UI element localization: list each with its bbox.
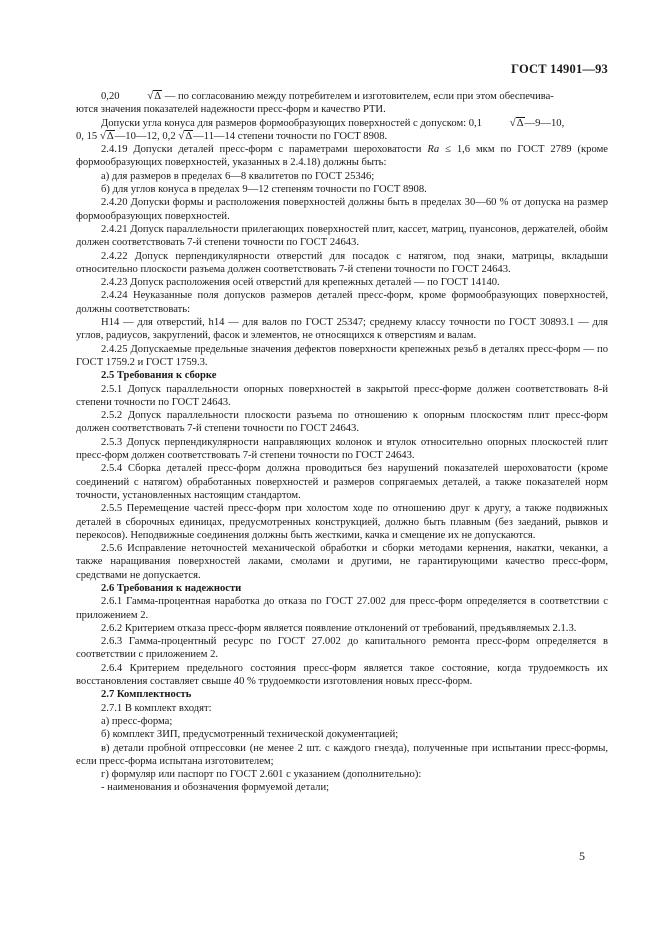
sqrt-delta-symbol: √Δ — [509, 116, 524, 129]
sqrt-delta-symbol: √Δ — [99, 129, 114, 142]
paragraph-cone-angle-continuation: 0, 15 √Δ—10—12, 0,2 √Δ—11—14 степени точности по ГОСТ 8908. — [76, 129, 388, 142]
list-item-dash: - наименования и обозначения формуемой детали; — [101, 782, 330, 794]
list-item-b: б) комплект ЗИП, предусмотренный технической документацией; — [101, 729, 399, 741]
paragraph-2-5-1: 2.5.1 Допуск параллельности опорных поверхностей в закрытой пресс-форме должен соответствовать 8-й степени точности по ГОСТ 24643. — [76, 383, 608, 408]
paragraph-2-5-2: 2.5.2 Допуск параллельности плоскости разъема по отношению к опорным плоскостям плит пресс-форм должен соответствовать 7-й степени точности по ГОСТ 24643. — [76, 410, 608, 435]
paragraph-2-6-2: 2.6.2 Критерием отказа пресс-форм является появление отклонений от требований, предъявляемых 2.1.3. — [101, 622, 577, 634]
paragraph-2-6-4: 2.6.4 Критерием предельного состояния пресс-форм является такое состояние, когда трудоемкость их восстановления составляет свыше 40 % трудоемкости изготовления новых пресс-форм. — [76, 662, 608, 688]
paragraph-2-4-21: 2.4.21 Допуск параллельности прилегающих поверхностей плит, кассет, матриц, пуансонов, держателей, обойм должен соответствовать 7-й степени точности по ГОСТ 24643. — [76, 223, 608, 249]
document-body — [76, 90, 608, 795]
section-heading-2-6: 2.6 Требования к надежности — [101, 582, 242, 594]
paragraph-2-5-3: 2.5.3 Допуск перпендикулярности направляющих колонок и втулок относительно опорных плоскостей плит пресс-форм должен соответствовать 7-й степени точности по ГОСТ 24643. — [76, 436, 608, 462]
paragraph-2-6-1: 2.6.1 Гамма-процентная наработка до отказа по ГОСТ 27.002 для пресс-форм определяется в соответствии с приложением 2. — [76, 596, 608, 621]
paragraph-tolerance-fields: Н14 — для отверстий, h14 — для валов по ГОСТ 25347; среднему классу точности по ГОСТ 30893.1 — для углов, радиусов, закруглений, фасок и элементов, не относящихся к отверстиям и валам. — [76, 317, 608, 342]
list-item-b: б) для углов конуса в пределах 9—12 степеням точности по ГОСТ 8908. — [101, 184, 427, 196]
section-heading-2-5: 2.5 Требования к сборке — [101, 370, 217, 382]
paragraph-2-4-20: 2.4.20 Допуски формы и расположения поверхностей должны быть в пределах 30—60 % от допуска на размер формообразующих поверхностей. — [76, 197, 608, 222]
page-number: 5 — [579, 849, 585, 863]
paragraph-2-4-25: 2.4.25 Допускаемые предельные значения дефектов поверхности крепежных резьб в деталях пресс-форм — по ГОСТ 1759.2 и ГОСТ 1759.3. — [76, 343, 608, 368]
list-item-a: а) пресс-форма; — [101, 715, 173, 727]
document-header: ГОСТ 14901—93 — [511, 62, 608, 76]
paragraph-2-5-6: 2.5.6 Исправление неточностей механической обработки и сборки методами кернения, накатки, чеканки, а также наращивания поверхностей лаками, смолами и другими, не гарантирующими качество пресс-форм, средствами не допускается. — [76, 543, 608, 581]
paragraph-tolerance-agreement: 0,20 √Δ — по согласованию между потребителем и изготовителем, если при этом обеспечива- — [101, 90, 554, 102]
sqrt-delta-symbol: √Δ — [147, 90, 162, 102]
paragraph-continuation: ются значения показателей надежности пресс-форм и качество РТИ. — [76, 104, 386, 116]
paragraph-2-5-4: 2.5.4 Сборка деталей пресс-форм должна проводиться без нарушений показателей шероховатости (кроме соединений с натягом) обработанных поверхностей и размеров сопрягаемых деталей, а также показателей норм точности, установленных настоящим стандартом. — [76, 463, 608, 501]
list-item-a: а) для размеров в пределах 6—8 квалитетов по ГОСТ 25346; — [101, 170, 375, 182]
list-item-g: г) формуляр или паспорт по ГОСТ 2.601 с указанием (дополнительно): — [101, 769, 422, 781]
paragraph-2-4-22: 2.4.22 Допуск перпендикулярности отверстий для посадок с натягом, под знаки, матрицы, вкладыши относительно плоскости разъема должен соответствовать 7-й степени точности по ГОСТ 24643. — [76, 250, 608, 275]
paragraph-2-6-3: 2.6.3 Гамма-процентный ресурс по ГОСТ 27.002 до капитального ремонта пресс-форм определяется в соответствии с приложением 2. — [76, 636, 608, 661]
sqrt-delta-symbol: √Δ — [178, 129, 193, 142]
paragraph-2-4-24: 2.4.24 Неуказанные поля допусков размеров деталей пресс-форм, кроме формообразующих поверхностей, должны соответствовать: — [76, 290, 608, 315]
list-item-v: в) детали пробной отпрессовки (не менее 2 шт. с каждого гнезда), полученные при испытании пресс-формы, если пресс-форма испытана изготовителем; — [76, 742, 608, 767]
paragraph-2-7-1: 2.7.1 В комплект входят: — [101, 702, 212, 714]
section-heading-2-7: 2.7 Комплектность — [101, 689, 192, 701]
paragraph-2-5-5: 2.5.5 Перемещение частей пресс-форм при холостом ходе по отношению друг к другу, а также подвижных деталей в сборочных единицах, предусмотренных конструкцией, должно быть плавным (без заеданий, рывков и перекосов). Неподвижные соединения должны быть жесткими, качка и смещение их не допускаются. — [76, 503, 608, 541]
paragraph-2-4-19: 2.4.19 Допуски деталей пресс-форм с параметрами шероховатости Ra ≤ 1,6 мкм по ГОСТ 2789 (кроме формообразующих поверхностей, указанных в 2.4.18) должны быть: — [76, 144, 608, 169]
paragraph-2-4-23: 2.4.23 Допуск расположения осей отверстий для крепежных деталей — по ГОСТ 14140. — [101, 277, 500, 289]
paragraph-cone-angle-tolerances: Допуски угла конуса для размеров формообразующих поверхностей с допуском: 0,1 √Δ—9—10, — [101, 116, 565, 129]
